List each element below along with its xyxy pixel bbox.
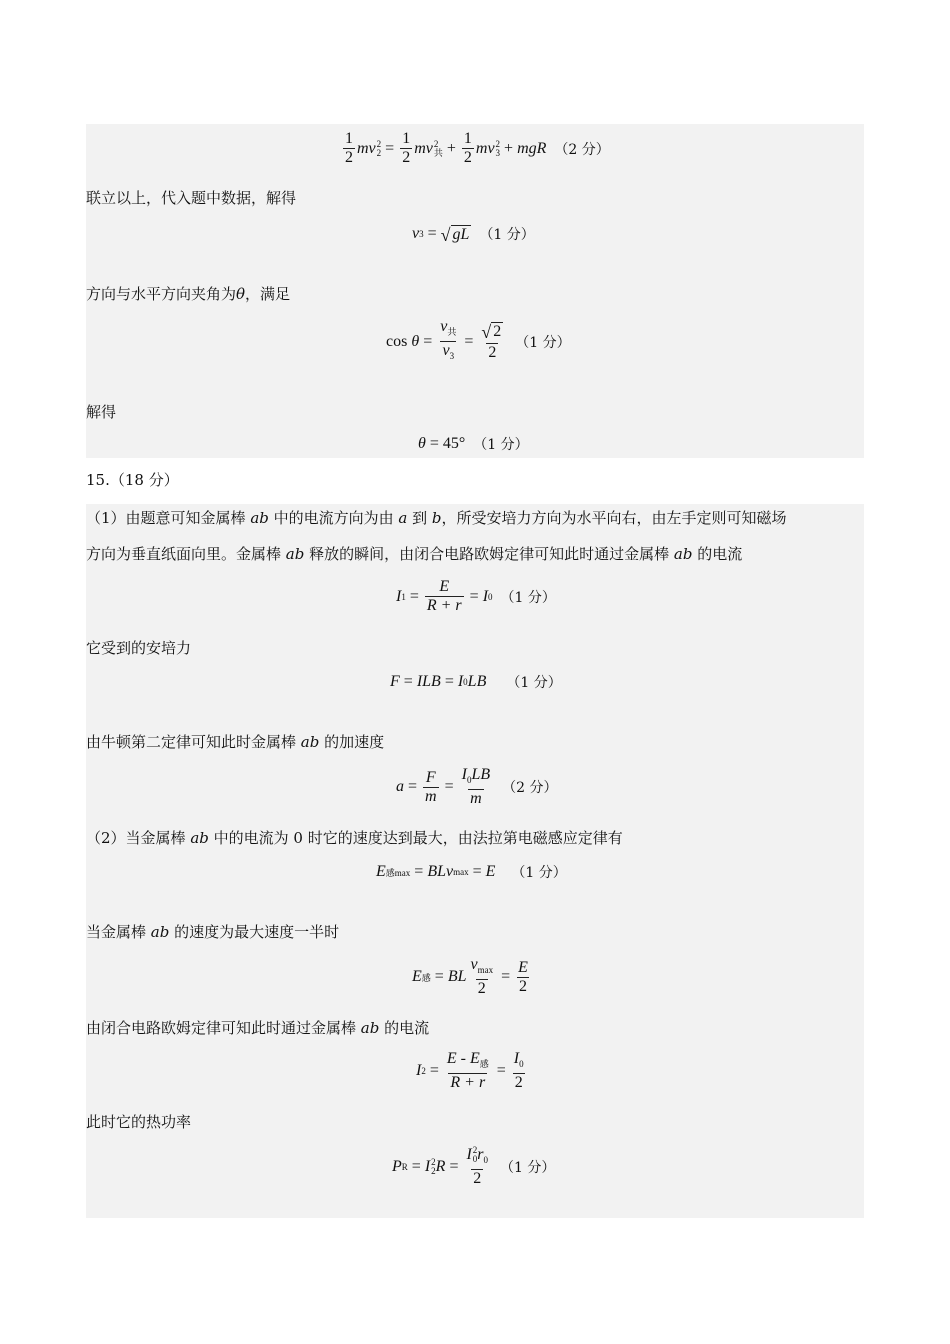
energy-equation: $\frac{1}{2}$ mv 2 2 = $\frac{1}{2}$ mv 2 共 + $\frac{1}{2}$ mv 2 3 + mgR （2 分） xyxy=(345,130,610,166)
text-line: （1）由题意可知金属棒 ab 中的电流方向为由 a 到 b，所受安培力方向为水平向右，由左手定则可知磁场 xyxy=(86,509,787,527)
emf-max-equation: E 感max = BLv max = E （1 分） xyxy=(376,863,567,881)
text-line: 此时它的热功率 xyxy=(86,1113,192,1131)
text-line: 解得 xyxy=(86,403,117,421)
acceleration-equation: a = $\frac{F}{m}$ = $\frac{I_0LB}{m}$ （2 分） xyxy=(396,766,558,807)
velocity-equation: v 3 = √ gL （1 分） xyxy=(412,224,535,245)
text-line: 方向为垂直纸面向里。金属棒 ab 释放的瞬间，由闭合电路欧姆定律可知此时通过金属棒 ab 的电流 xyxy=(86,545,743,563)
text-line: 它受到的安培力 xyxy=(86,639,192,657)
ampere-force-equation: F = ILB = I 0 LB （1 分） xyxy=(390,673,562,691)
question-15-heading: 15.（18 分） xyxy=(86,471,179,489)
emf-half-equation: E 感 = BL $\frac{v_{max}}{2}$ = $\frac{E}{2}$ xyxy=(412,956,528,997)
current-half-equation: I 2 = $\frac{E - E_感}{R + r}$ = $\frac{I_0}{2}$ xyxy=(416,1050,524,1091)
angle-result: θ = 45° （1 分） xyxy=(418,435,529,453)
solution-block-2 xyxy=(86,504,864,1218)
solution-block-1 xyxy=(86,124,864,458)
text-line: （2）当金属棒 ab 中的电流为 0 时它的速度达到最大，由法拉第电磁感应定律有 xyxy=(86,829,623,847)
current-equation: I 1 = $\frac{E}{R + r}$ = I 0 （1 分） xyxy=(396,578,556,614)
text-line: 由牛顿第二定律可知此时金属棒 ab 的加速度 xyxy=(86,733,385,751)
text-line: 当金属棒 ab 的速度为最大速度一半时 xyxy=(86,923,340,941)
text-line: 联立以上，代入题中数据，解得 xyxy=(86,189,297,207)
cos-equation: cos θ = $\frac{v_共}{v_3}$ = √ 2 2 （1 分） xyxy=(386,318,571,365)
heat-power-equation: P R = I 2 2 R = I 2 0 $r_0$ 2 （1 分） xyxy=(392,1145,556,1187)
text-line: 方向与水平方向夹角为θ，满足 xyxy=(86,285,291,303)
text-line: 由闭合电路欧姆定律可知此时通过金属棒 ab 的电流 xyxy=(86,1019,430,1037)
